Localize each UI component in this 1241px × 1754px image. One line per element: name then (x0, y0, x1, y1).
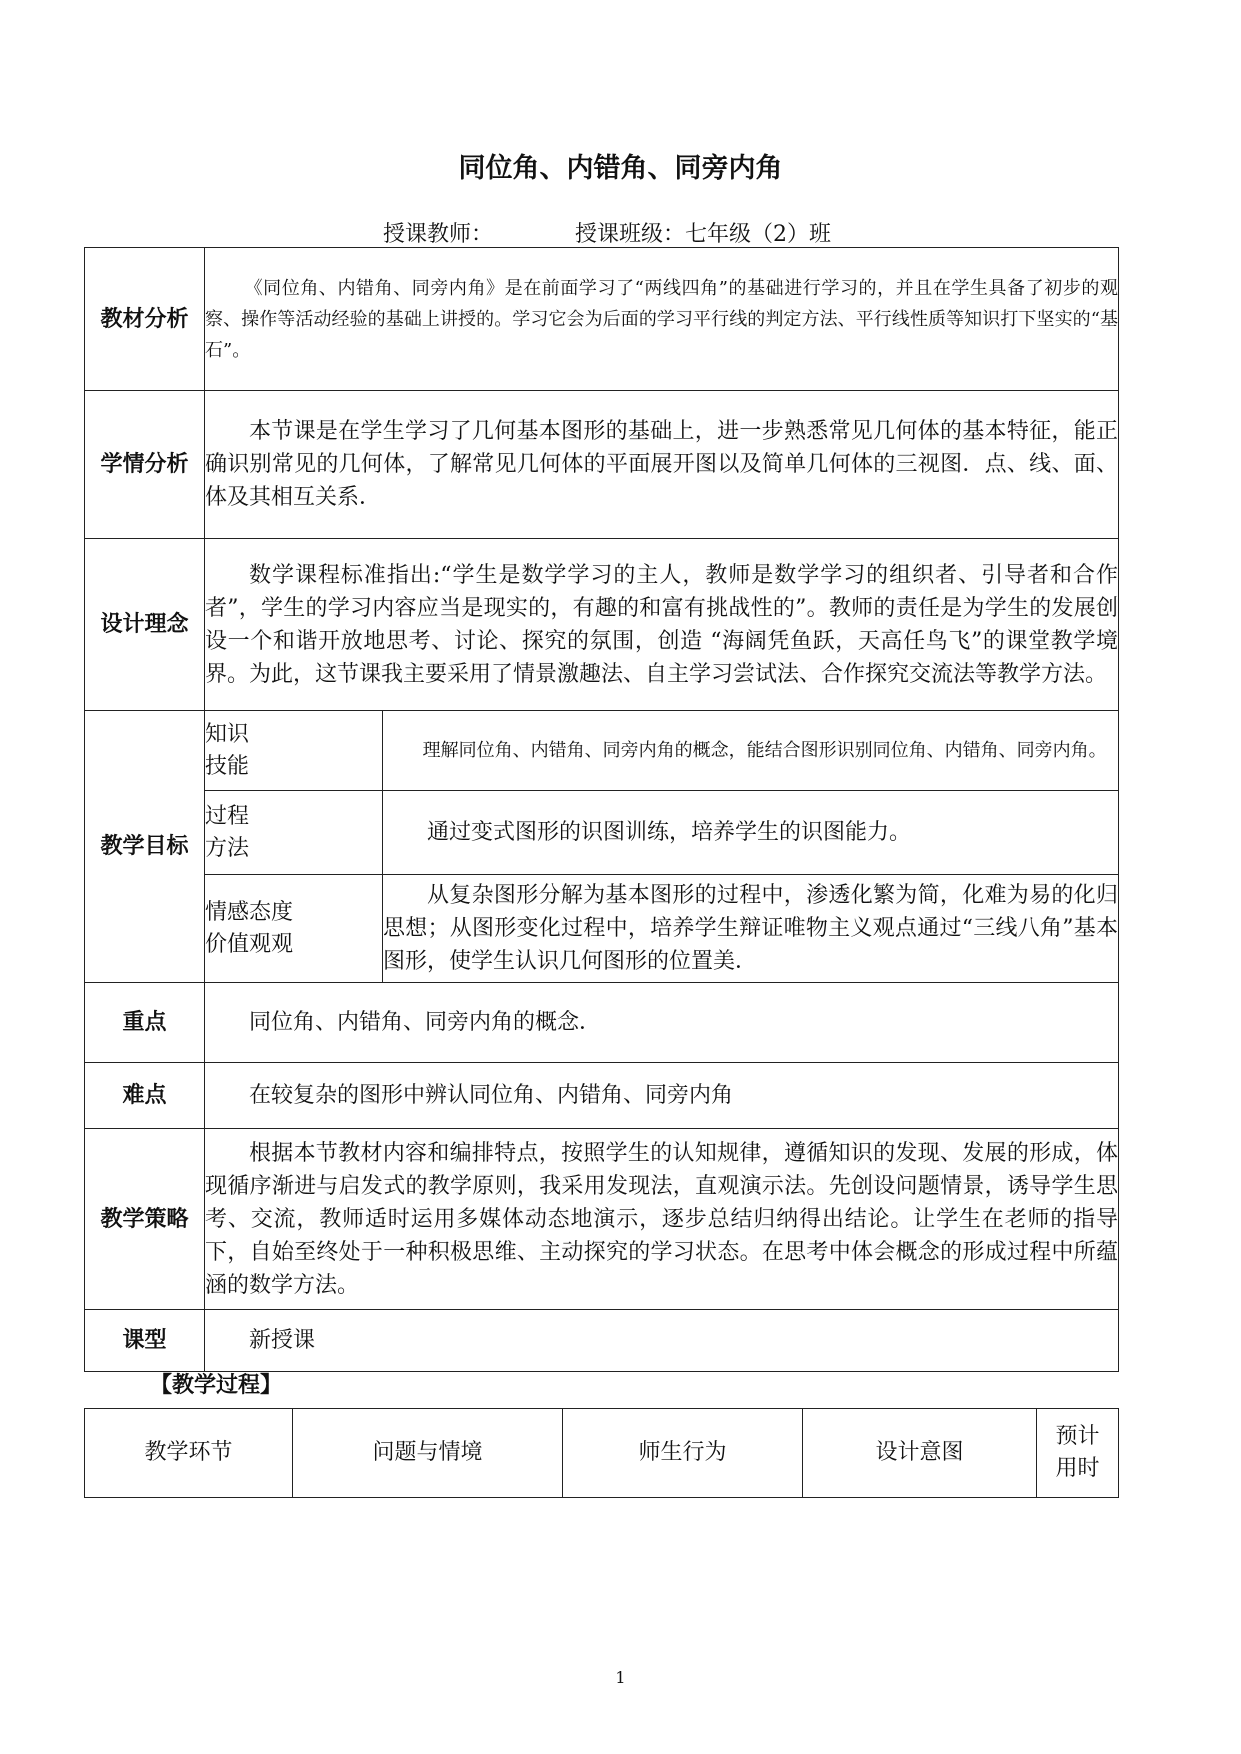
row-mubiao-guocheng (85, 791, 1119, 875)
page-number: 1 (615, 1668, 626, 1687)
section-heading-process: 【教学过程】 (150, 1373, 283, 1398)
label-nandian: 难点 (85, 1063, 205, 1129)
text-qinggan: 从复杂图形分解为基本图形的过程中，渗透化繁为简，化难为易的化归思想；从图形变化过程中，培养学生辩证唯物主义观点通过“三线八角”基本图形，使学生认识几何图形的位置美． (383, 875, 1119, 983)
label-sheji: 设计理念 (85, 539, 205, 711)
process-col-qingjing: 问题与情境 (293, 1409, 563, 1498)
row-celve (85, 1129, 1119, 1310)
teacher-label: 授课教师： (383, 222, 494, 247)
label-jiaocai: 教材分析 (85, 248, 205, 391)
text-sheji: 数学课程标准指出:“学生是数学学习的主人，教师是数学学习的组织者、引导者和合作者”，学生的学习内容应当是现实的，有趣的和富有挑战性的”。教师的责任是为学生的发展创设一个和谐开放地思考、讨论、探究的氛围，创造 “海阔凭鱼跃，天高任鸟飞”的课堂教学境界。为此，这节课我主要采用了情景激趣法、自主学习尝试法、合作探究交流法等教学方法。 (205, 539, 1119, 711)
text-celve: 根据本节教材内容和编排特点，按照学生的认知规律，遵循知识的发现、发展的形成，体现循序渐进与启发式的教学原则，我采用发现法，直观演示法。先创设问题情景，诱导学生思考、交流，教师适时运用多媒体动态地演示，逐步总结归纳得出结论。让学生在老师的指导下，自始至终处于一种积极思维、主动探究的学习状态。在思考中体会概念的形成过程中所蕴涵的数学方法。 (205, 1129, 1119, 1310)
process-header-row (85, 1409, 1119, 1498)
process-table (84, 1408, 1119, 1498)
label-mubiao: 教学目标 (85, 711, 205, 983)
text-xueqing: 本节课是在学生学习了几何基本图形的基础上，进一步熟悉常见几何体的基本特征，能正确识别常见的几何体，了解常见几何体的平面展开图以及简单几何体的三视图．点、线、面、体及其相互关系． (205, 391, 1119, 539)
sublabel-guocheng: 过程 方法 (205, 791, 383, 875)
text-jiaocai: 《同位角、内错角、同旁内角》是在前面学习了“两线四角”的基础进行学习的，并且在学生具备了初步的观察、操作等活动经验的基础上讲授的。学习它会为后面的学习平行线的判定方法、平行线性质等知识打下坚实的“基石”。 (205, 248, 1119, 391)
text-guocheng: 通过变式图形的识图训练，培养学生的识图能力。 (383, 791, 1119, 875)
process-col-yitu: 设计意图 (803, 1409, 1037, 1498)
sublabel-zhishi: 知识 技能 (205, 711, 383, 791)
label-celve: 教学策略 (85, 1129, 205, 1310)
label-xueqing: 学情分析 (85, 391, 205, 539)
label-kexing: 课型 (85, 1310, 205, 1372)
subtitle-line (383, 217, 831, 248)
row-mubiao-zhishi (85, 711, 1119, 791)
row-jiaocai (85, 248, 1119, 391)
text-nandian: 在较复杂的图形中辨认同位角、内错角、同旁内角 (205, 1063, 1119, 1129)
lesson-info-table (84, 247, 1119, 1372)
process-col-xingwei: 师生行为 (563, 1409, 803, 1498)
text-zhishi: 理解同位角、内错角、同旁内角的概念，能结合图形识别同位角、内错角、同旁内角。 (383, 711, 1119, 791)
row-sheji (85, 539, 1119, 711)
text-kexing: 新授课 (205, 1310, 1119, 1372)
row-kexing (85, 1310, 1119, 1372)
row-nandian (85, 1063, 1119, 1129)
label-zhongdian: 重点 (85, 983, 205, 1063)
sublabel-qinggan: 情感态度 价值观观 (205, 875, 383, 983)
class-label: 授课班级：七年级（2）班 (575, 222, 832, 247)
row-zhongdian (85, 983, 1119, 1063)
process-col-yongshi: 预计 用时 (1037, 1409, 1119, 1498)
process-col-huanjie: 教学环节 (85, 1409, 293, 1498)
row-xueqing (85, 391, 1119, 539)
row-mubiao-qinggan (85, 875, 1119, 983)
document-title: 同位角、内错角、同旁内角 (458, 153, 783, 184)
text-zhongdian: 同位角、内错角、同旁内角的概念． (205, 983, 1119, 1063)
